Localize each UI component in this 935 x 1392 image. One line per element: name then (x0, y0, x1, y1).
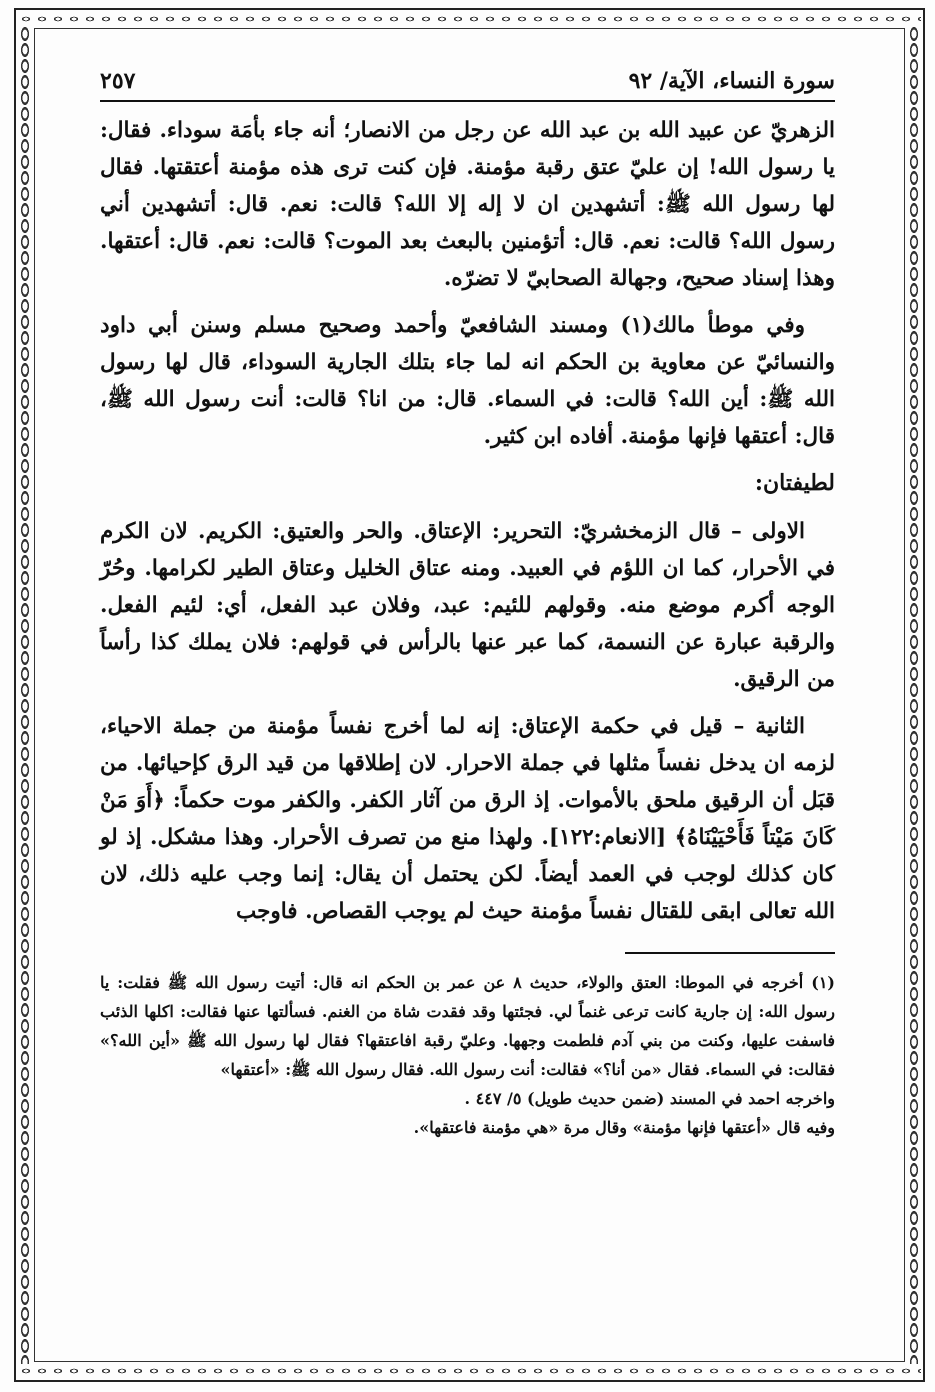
paragraph-zuhri-hadith: الزهريّ عن عبيد الله بن عبد الله عن رجل من الانصار؛ أنه جاء بأمَة سوداء. فقال: يا رسول الله! إن عليّ عتق رقبة مؤمنة. فإن كنت ترى هذه مؤمنة أعتقتها. فقال لها رسول الله ﷺ: أتشهدين ان لا إله إلا الله؟ قالت: نعم. قال: أتشهدين أني رسول الله؟ قالت: نعم. قال: أتؤمنين بالبعث بعد الموت؟ قالت: نعم. قال: أعتقها. وهذا إسناد صحيح، وجهالة الصحابيّ لا تضرّه. (100, 118, 835, 291)
chain-border-bottom (18, 1364, 921, 1378)
section-heading: لطيفتان: (754, 470, 835, 496)
chain-border-top (18, 12, 921, 26)
paragraph-first-subtlety: الاولى – قال الزمخشريّ: التحرير: الإعتاق. والحر والعتيق: الكريم. لان الكرم في الأحرار، كما ان اللؤم في العبيد. ومنه عتاق الخليل وعتاق الطير لكرامها. وحُرّ الوجه أكرم موضع منه. وقولهم للئيم: عبد، وفلان عبد الفعل، أي: لئيم الفعل. والرقبة عبارة عن النسمة، كما عبر عنها بالرأس في قولهم: فلان يملك كذا رأساً من الرقيق. (100, 519, 835, 692)
paragraph-muwatta: وفي موطأ مالك(١) ومسند الشافعيّ وأحمد وصحيح مسلم وسنن أبي داود والنسائيّ عن معاوية بن الحكم انه لما جاء بتلك الجارية السوداء، قال لها رسول الله ﷺ: أين الله؟ قالت: في السماء. قال: من انا؟ قالت: أنت رسول الله ﷺ، قال: أعتقها فإنها مؤمنة. أفاده ابن كثير. (100, 313, 835, 449)
page-content (100, 60, 835, 1142)
footnote-1 (100, 968, 835, 1084)
footnote-separator (625, 952, 835, 954)
footnotes (100, 968, 835, 1142)
footnote-1-line-2: واخرجه احمد في المسند (ضمن حديث طويل) ٥/ ٤٤٧ . (464, 1089, 835, 1108)
page-header (100, 60, 835, 102)
paragraph-second-subtlety: الثانية – قيل في حكمة الإعتاق: إنه لما أخرج نفساً مؤمنة من جملة الاحياء، لزمه ان يدخل نفساً مثلها في جملة الاحرار. لان إطلاقها من قيد الرق كإحيائها. من قبَل أن الرقيق ملحق بالأموات. إذ الرق من آثار الكفر. والكفر موت حكماً: ﴿أَوَ مَنْ كَانَ مَيْتاً فَأَحْيَيْنَاهُ﴾ [الانعام:١٢٢]. ولهذا منع من تصرف الأحرار. وهذا مشكل. إذ لو كان كذلك لوجب في العمد أيضاً. لكن يحتمل أن يقال: إنما وجب عليه ذلك، لان الله تعالى ابقى للقتال نفساً مؤمنة حيث لم يوجب القصاص. فاوجب (100, 714, 835, 924)
running-title: سورة النساء، الآية/ ٩٢ (628, 68, 835, 94)
footnote-1-line-3: وفيه قال «أعتقها فإنها مؤمنة» وقال مرة «هي مؤمنة فاعتقها». (413, 1118, 835, 1137)
chain-border-right (907, 26, 921, 1364)
chain-border-left (18, 26, 32, 1364)
page-number: ٢٥٧ (100, 68, 136, 94)
footnote-marker: (١) (811, 973, 835, 992)
footnote-1-text: أخرجه في الموطا: العتق والولاء، حديث ٨ عن عمر بن الحكم انه قال: أتيت رسول الله ﷺ فقلت: يا رسول الله: إن جارية كانت ترعى غنماً لي. فجئتها وقد فقدت شاة من الغنم. فسألتها عنها فقالت: اكلها الذئب فاسفت عليها، وكنت من بني آدم فلطمت وجهها. وعليّ رقبة افاعتقها؟ فقال لها رسول الله ﷺ «أين الله؟» فقالت: في السماء. فقال «من أنا؟» فقالت: أنت رسول الله. فقال رسول الله ﷺ: «أعتقها» (100, 973, 835, 1079)
